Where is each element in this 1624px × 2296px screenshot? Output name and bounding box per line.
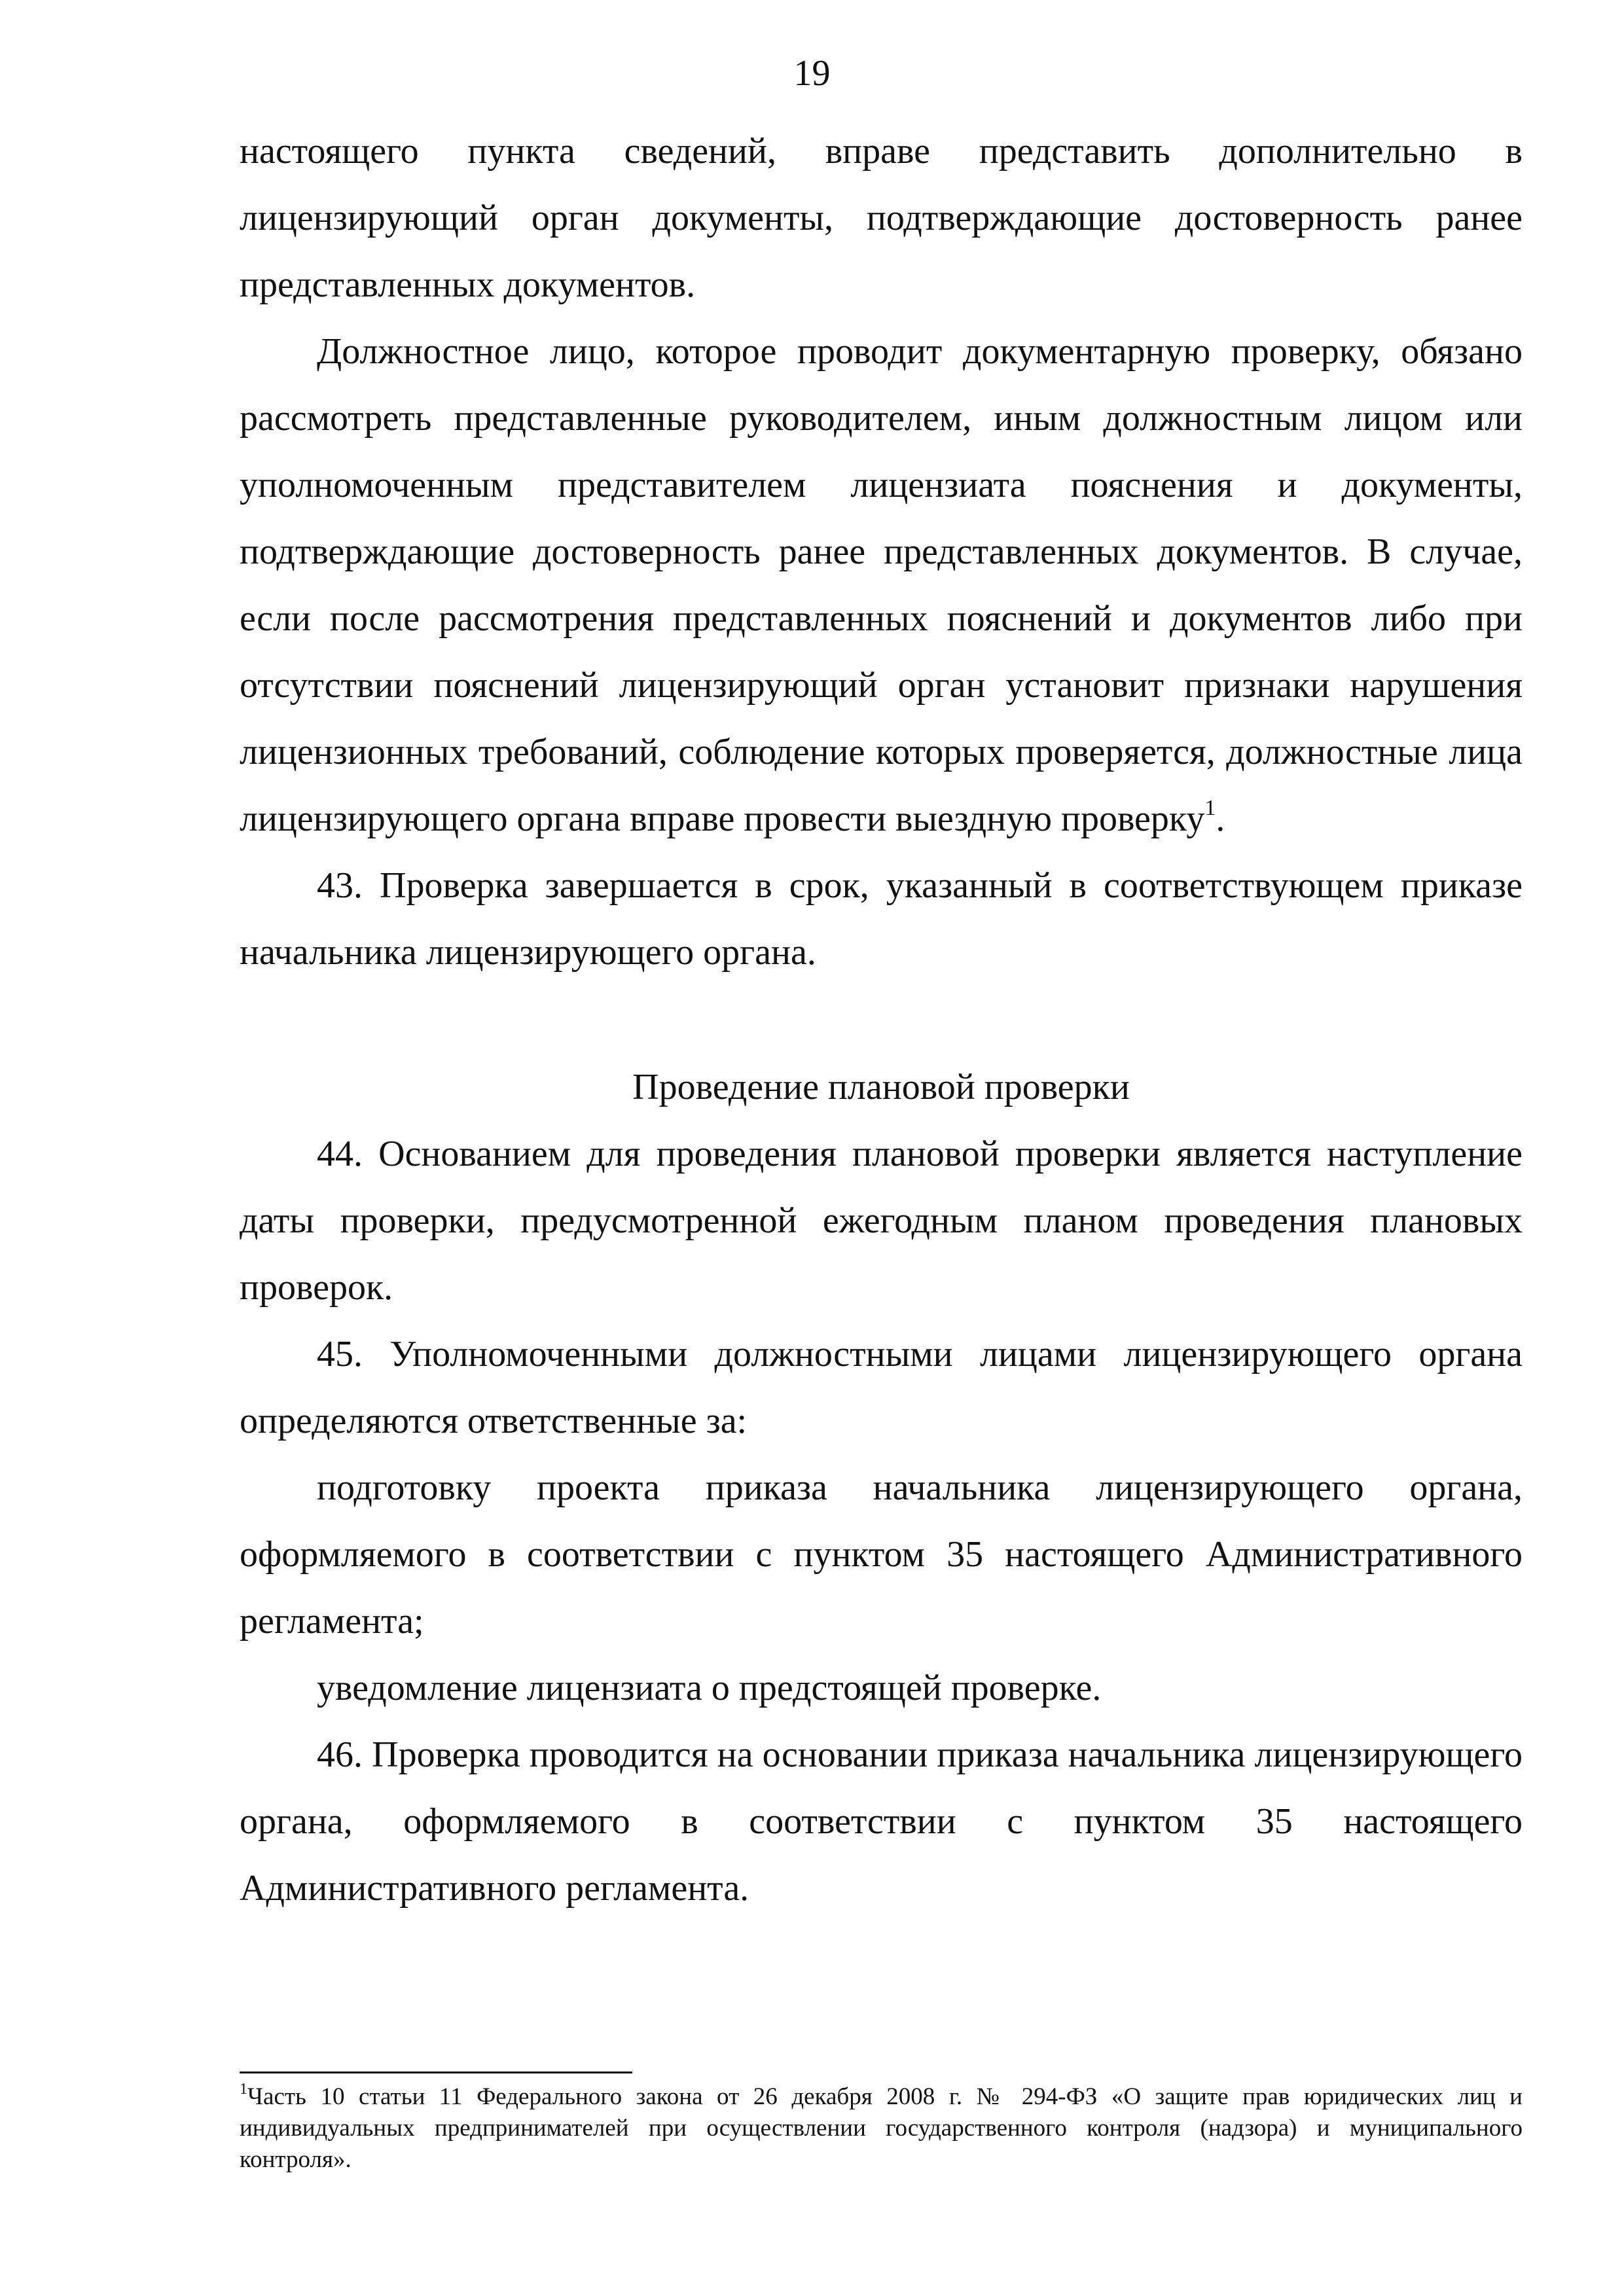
footnote-reference[interactable]: 1 xyxy=(1204,796,1216,820)
paragraph-official-review-end: . xyxy=(1216,798,1225,839)
paragraph-46: 46. Проверка проводится на основании приказа начальника лицензирующего органа, оформляемого в соответствии с пунктом 35 настоящего Административного регламента. xyxy=(240,1734,1523,1909)
section-title: Проведение плановой проверки xyxy=(632,1067,1130,1107)
document-body xyxy=(240,118,1523,1922)
paragraph-45-item-1: подготовку проекта приказа начальника лицензирующего органа, оформляемого в соответствии с пунктом 35 настоящего Административного регламента; xyxy=(240,1467,1523,1641)
page-number: 19 xyxy=(793,53,831,94)
paragraph-45: 45. Уполномоченными должностными лицами лицензирующего органа определяются ответственные за: xyxy=(240,1334,1523,1441)
footnote-divider xyxy=(240,2072,632,2073)
footnote xyxy=(240,2081,1523,2176)
paragraph-45-item-2: уведомление лицензиата о предстоящей проверке. xyxy=(317,1668,1102,1708)
paragraph-official-review xyxy=(240,318,1523,852)
paragraph-continuation: настоящего пункта сведений, вправе представить дополнительно в лицензирующий орган документы, подтверждающие достоверность ранее представленных документов. xyxy=(240,131,1523,305)
paragraph-43: 43. Проверка завершается в срок, указанный в соответствующем приказе начальника лицензирующего органа. xyxy=(240,865,1523,973)
footnote-text: Часть 10 статьи 11 Федерального закона от 26 декабря 2008 г. № 294-ФЗ «О защите прав юридических лиц и индивидуальных предпринимателей при осуществлении государственного контроля (надзора) и муниципального контроля». xyxy=(240,2083,1523,2173)
paragraph-official-review-text: Должностное лицо, которое проводит документарную проверку, обязано рассмотреть представленные руководителем, иным должностным лицом или уполномоченным представителем лицензиата пояснения и документы, подтверждающие достоверность ранее представленных документов. В случае, если после рассмотрения представленных пояснений и документов либо при отсутствии пояснений лицензирующий орган установит признаки нарушения лицензионных требований, соблюдение которых проверяется, должностные лица лицензирующего органа вправе провести выездную проверку xyxy=(240,331,1523,839)
paragraph-44: 44. Основанием для проведения плановой проверки является наступление даты проверки, предусмотренной ежегодным планом проведения плановых проверок. xyxy=(240,1134,1523,1308)
footnote-mark: 1 xyxy=(240,2081,247,2098)
